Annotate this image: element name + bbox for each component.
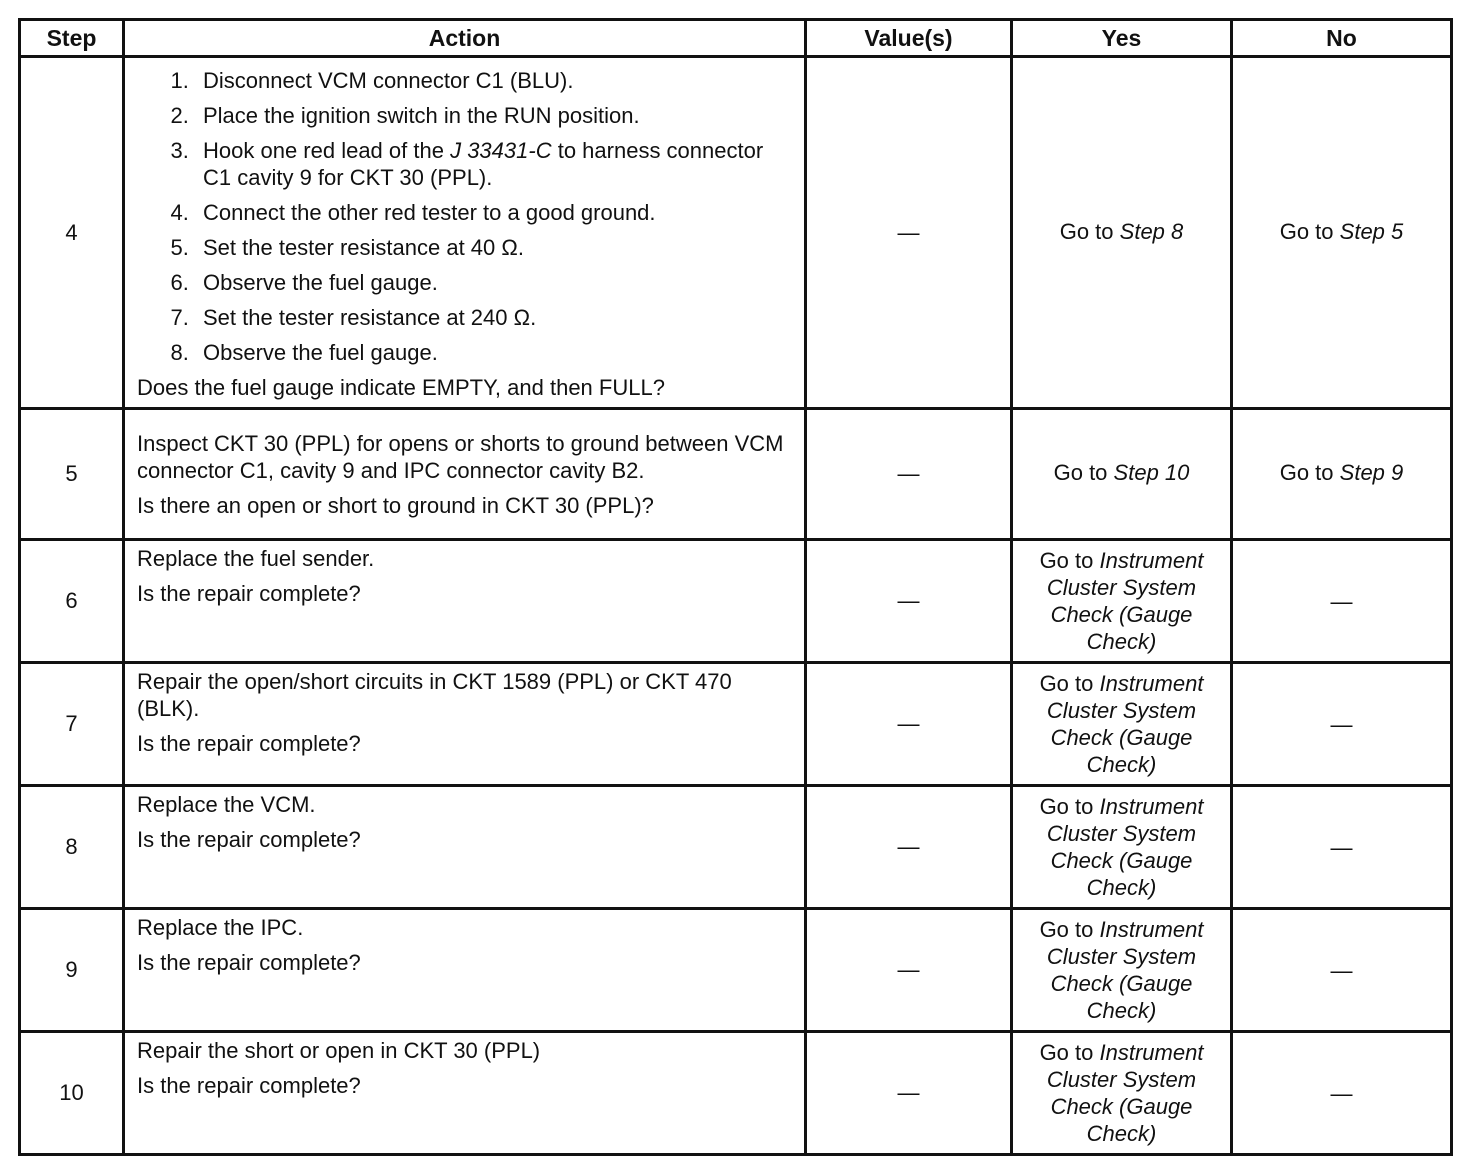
dash: —: [897, 461, 920, 486]
action-text: Replace the VCM.: [137, 792, 316, 817]
table-row-step-5: [20, 409, 1452, 540]
header-yes: Yes: [1012, 20, 1232, 57]
no-cell: [1232, 786, 1452, 909]
yes-cell: [1012, 909, 1232, 1032]
action-text: Repair the short or open in CKT 30 (PPL): [137, 1038, 541, 1063]
table-row-step-4: [20, 57, 1452, 409]
dash: —: [897, 1080, 920, 1105]
header-action: Action: [124, 20, 806, 57]
goto-text: Go to: [1039, 1040, 1094, 1065]
step-number: 6: [20, 540, 124, 663]
no-cell: [1232, 909, 1452, 1032]
step-number: 10: [20, 1032, 124, 1155]
no-cell: [1232, 1032, 1452, 1155]
action-cell: [124, 1032, 806, 1155]
yes-cell: [1012, 540, 1232, 663]
header-step: Step: [20, 20, 124, 57]
action-cell: [124, 786, 806, 909]
no-cell: [1232, 663, 1452, 786]
action-cell: [124, 540, 806, 663]
table-row-step-7: [20, 663, 1452, 786]
instruction-text: Hook one red lead of the: [203, 137, 444, 163]
dash: —: [897, 219, 920, 245]
action-cell: [124, 409, 806, 540]
action-text: Replace the fuel sender.: [137, 546, 375, 571]
goto-text: Go to: [1039, 917, 1094, 942]
action-cell: [124, 57, 806, 409]
dash: —: [897, 834, 920, 859]
yes-cell: [1012, 663, 1232, 786]
list-item: 5. Set the tester resistance at 40 Ω.: [195, 234, 794, 261]
step-number: 7: [20, 663, 124, 786]
goto-gauge-check-link[interactable]: Instrument Cluster System Check (Gauge Check): [1046, 548, 1204, 654]
diagnostic-table: [18, 18, 1453, 1156]
goto-gauge-check-link[interactable]: Instrument Cluster System Check (Gauge Check): [1046, 671, 1204, 777]
list-item: 8. Observe the fuel gauge.: [195, 339, 794, 366]
step-number: 8: [20, 786, 124, 909]
tool-number: J 33431-C: [450, 137, 552, 163]
step-number: 5: [20, 409, 124, 540]
goto-text: Go to: [1039, 548, 1094, 573]
goto-text: Go to: [1039, 794, 1094, 819]
yes-cell: [1012, 1032, 1232, 1155]
table-row-step-9: [20, 909, 1452, 1032]
list-item: 2. Place the ignition switch in the RUN position.: [195, 102, 794, 129]
value-cell: [806, 663, 1012, 786]
action-cell: [124, 909, 806, 1032]
goto-step-link[interactable]: Step 8: [1119, 218, 1184, 244]
goto-step-link[interactable]: Step 10: [1113, 460, 1190, 485]
question-text: Is the repair complete?: [137, 1073, 361, 1098]
dash: —: [1330, 1080, 1353, 1106]
list-item: 7. Set the tester resistance at 240 Ω.: [195, 304, 794, 331]
header-no: No: [1232, 20, 1452, 57]
question-text: Does the fuel gauge indicate EMPTY, and then FULL?: [137, 374, 665, 400]
dash: —: [1330, 588, 1353, 614]
dash: —: [1330, 834, 1353, 860]
value-cell: [806, 57, 1012, 409]
dash: —: [1330, 711, 1353, 737]
goto-step-link[interactable]: Step 9: [1339, 460, 1404, 485]
question-text: Is the repair complete?: [137, 827, 361, 852]
header-row: [20, 20, 1452, 57]
dash: —: [897, 588, 920, 613]
goto-text: Go to: [1279, 218, 1334, 244]
value-cell: [806, 540, 1012, 663]
goto-text: Go to: [1279, 460, 1334, 485]
table-row-step-6: [20, 540, 1452, 663]
action-text: Inspect CKT 30 (PPL) for opens or shorts to ground between VCM connector C1, cavity 9 and IPC connector cavity B2.: [137, 430, 784, 483]
action-cell: [124, 663, 806, 786]
value-cell: [806, 1032, 1012, 1155]
value-cell: [806, 909, 1012, 1032]
yes-cell: [1012, 409, 1232, 540]
dash: —: [897, 711, 920, 736]
goto-text: Go to: [1059, 218, 1114, 244]
table-row-step-10: [20, 1032, 1452, 1155]
value-cell: [806, 409, 1012, 540]
action-text: Replace the IPC.: [137, 915, 304, 940]
question-text: Is the repair complete?: [137, 950, 361, 975]
list-item: 1. Disconnect VCM connector C1 (BLU).: [195, 67, 794, 94]
value-cell: [806, 786, 1012, 909]
goto-text: Go to: [1053, 460, 1108, 485]
action-text: Repair the open/short circuits in CKT 1589 (PPL) or CKT 470 (BLK).: [137, 669, 732, 721]
instruction-text: to harness connector C1 cavity 9 for CKT 30 (PPL).: [203, 137, 764, 190]
no-cell: [1232, 540, 1452, 663]
no-cell: [1232, 409, 1452, 540]
no-cell: [1232, 57, 1452, 409]
step-number: 4: [20, 57, 124, 409]
goto-text: Go to: [1039, 671, 1094, 696]
list-item: [195, 137, 794, 191]
yes-cell: [1012, 57, 1232, 409]
question-text: Is the repair complete?: [137, 731, 361, 756]
yes-cell: [1012, 786, 1232, 909]
goto-gauge-check-link[interactable]: Instrument Cluster System Check (Gauge Check): [1046, 1040, 1204, 1146]
list-item: 4. Connect the other red tester to a good ground.: [195, 199, 794, 226]
question-text: Is the repair complete?: [137, 581, 361, 606]
table-row-step-8: [20, 786, 1452, 909]
goto-gauge-check-link[interactable]: Instrument Cluster System Check (Gauge Check): [1046, 917, 1204, 1023]
goto-step-link[interactable]: Step 5: [1339, 218, 1404, 244]
header-values: Value(s): [806, 20, 1012, 57]
step-number: 9: [20, 909, 124, 1032]
dash: —: [1330, 957, 1353, 983]
question-text: Is there an open or short to ground in CKT 30 (PPL)?: [137, 492, 654, 518]
dash: —: [897, 957, 920, 982]
list-item: 6. Observe the fuel gauge.: [195, 269, 794, 296]
goto-gauge-check-link[interactable]: Instrument Cluster System Check (Gauge Check): [1046, 794, 1204, 900]
procedure-list: [137, 67, 794, 366]
